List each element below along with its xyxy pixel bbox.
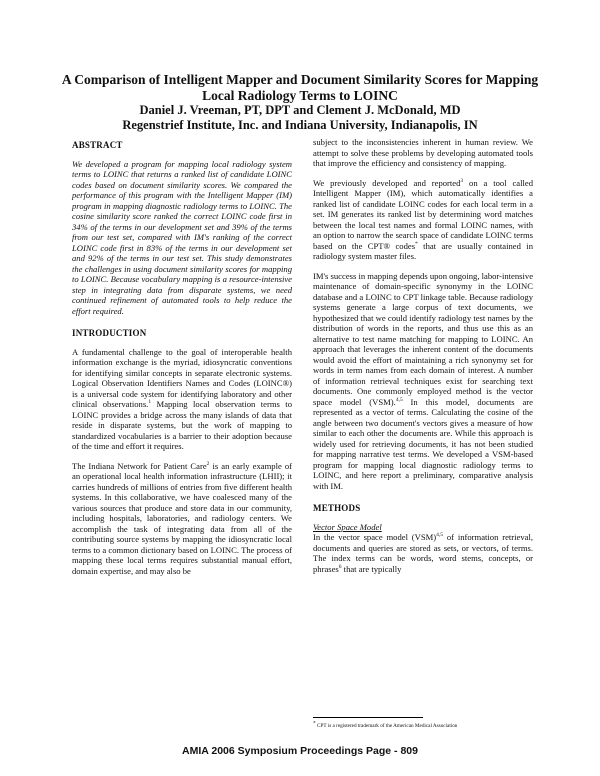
paper-title: A Comparison of Intelligent Mapper and Document Similarity Scores for Mapping Local Radiology Terms to LOINC	[61, 72, 539, 103]
abstract-heading: ABSTRACT	[72, 140, 123, 150]
methods-heading: METHODS	[313, 503, 361, 513]
citation-ref: 1	[148, 399, 152, 406]
abstract-text: We developed a program for mapping local radiology system terms to LOINC that returns a ranked list of candidate LOINC codes based on document similarity scores. We compared the performance of this program with the Intelligent Mapper (IM) program in mapping diagnostic radiology terms to LOINC. The cosine similarity score ranked the correct LOINC code first in 34% of the terms in our development set and 39% of the terms from our test set, compared with IM's ranking of the correct LOINC code first in 83% of the terms in our development set and 92% of the terms in our test set. This study demonstrates the challenges in using document similarity scores for mapping to LOINC. Because vocabulary mapping is a resource-intensive step in integrating data from disparate systems, we need continued refinement of automated tools to help reduce the effort required.	[72, 158, 292, 316]
author-line: Daniel J. Vreeman, PT, DPT and Clement J. McDonald, MD	[139, 103, 461, 117]
page-footer: AMIA 2006 Symposium Proceedings Page - 809	[182, 745, 418, 757]
body-paragraph-vsm: IM's success in mapping depends upon ongoing, labor-intensive maintenance of domain-specific synonymy in the LOINC database and a LOINC to CPT linkage table. Because radiology systems generate a large corpus of text documents, we hypothesized that we could identify radiology test names by the distribution of words in the reports, and thus use this as an alternative to test name matching for mapping to LOINC. An approach that leverages the inherent content of the documents would avoid the effort of maintaining a rich synonymy set for words in term names from each domain of interest. A number of information retrieval techniques exist for searching text documents. One commonly employed method is the vector space model (VSM).$^{4,5}$ In this model, documents are represented as a vector of terms. Calculating the cosine of the angle between two document's vectors gives a measure of how similar to each other the documents are. While this approach is widely used for retrieving documents, it has not been studied for mapping narrative test terms. We developed a VSM-based program for mapping local diagnostic radiology terms to LOINC, and here report a preliminary, comparative analysis with IM.	[313, 270, 534, 491]
footnote: * CPT is a registered trademark of the American Medical Association	[313, 720, 458, 729]
citation-ref: 4,5	[395, 396, 403, 403]
citation-ref: 2	[206, 460, 210, 467]
footnote-divider	[313, 717, 423, 718]
citation-ref: 6	[338, 563, 342, 570]
citation-ref: 3	[460, 177, 464, 184]
body-paragraph-im: We previously developed and reported$^3$ on a tool called Intelligent Mapper (IM), which automatically identifies a ranked list of candidate LOINC codes for each local term in a set. IM generates its ranked list by determining word matches between the local test names and formal LOINC names, with an option to narrow the search space of candidate LOINC terms based on the CPT® codes* that are usually contained in radiology system master files.	[313, 177, 534, 261]
left-column	[72, 140, 292, 585]
citation-ref: 4,5	[436, 532, 444, 539]
introduction-paragraph-2: The Indiana Network for Patient Care$^2$ is an early example of an operational local health information infrastructure (LHII); it carries hundreds of millions of entries from five different health systems. In this collaborative, we have coalesced many of the various sources that produce and store data in our community, including hospitals, laboratories, and radiology centers. We accomplish the task of integrating data from all of the contributing source systems by mapping the idiosyncratic local terms to a common dictionary based on LOINC. The process of mapping these local terms requires substantial manual effort, domain expertise, and may also be	[72, 460, 292, 576]
methods-paragraph: In the vector space model (VSM)$^{4,5}$ of information retrieval, documents and queries are stored as sets, or vectors, of terms. The index terms can be words, word stems, concepts, or phrases$^6$ that are typically	[313, 532, 533, 574]
right-column	[313, 137, 533, 583]
body-paragraph-continued: subject to the inconsistencies inherent in human review. We attempt to solve these problems by developing automated tools that improve the efficiency and consistency of mapping.	[313, 137, 533, 168]
introduction-paragraph-1: A fundamental challenge to the goal of interoperable health information exchange is the myriad, idiosyncratic conventions for identifying similar concepts in separate electronic systems. Logical Observation Identifiers Names and Codes (LOINC®) is a universal code system for identifying laboratory and other clinical observations.$^1$ Mapping local observation terms to LOINC provides a bridge across the many islands of data that reside in disparate systems, but the work of mapping to standardized vocabularies is a barrier to their adoption because of the time and effort it requires.	[72, 346, 292, 451]
introduction-heading: INTRODUCTION	[72, 328, 147, 338]
vector-space-model-subheading: Vector Space Model	[313, 521, 382, 532]
footnote-ref: *	[415, 240, 418, 247]
affiliation-line: Regenstrief Institute, Inc. and Indiana University, Indianapolis, IN	[122, 118, 478, 132]
